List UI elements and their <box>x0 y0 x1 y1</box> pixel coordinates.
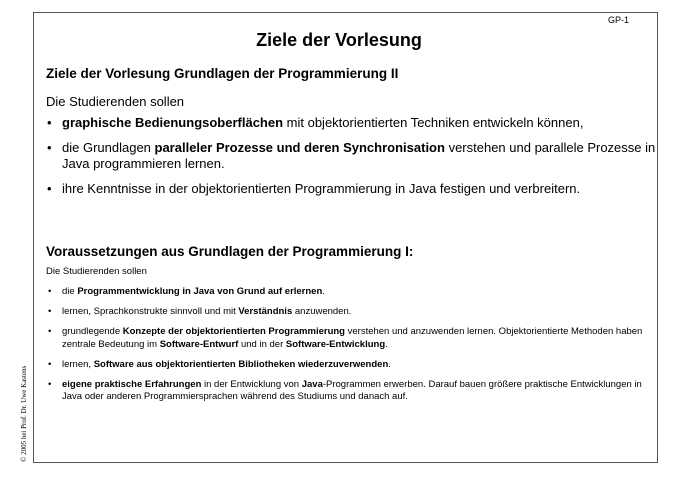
text: und in der <box>238 338 286 350</box>
bold-text: Java <box>301 378 323 390</box>
text: ihre Kenntnisse in der objektorientierten Programmierung in Java festigen und verbreitern. <box>62 181 581 196</box>
list-item <box>46 286 658 299</box>
text: . <box>388 358 391 370</box>
text: grundlegende <box>62 326 123 337</box>
text: in der Entwicklung von <box>201 378 302 390</box>
text: -Programmen erwerben. Darauf bauen größere praktische Entwicklungen in Java oder anderen Programmiersprachen während des Studiums und danach auf. <box>62 378 642 402</box>
text: . <box>385 338 388 350</box>
text: . <box>322 286 325 297</box>
bold-text: Verständnis <box>238 306 293 317</box>
list-item <box>46 326 658 351</box>
list-item <box>46 306 658 319</box>
list-item <box>46 115 656 131</box>
text: die <box>62 286 78 297</box>
text: die Grundlagen <box>62 140 155 155</box>
section-intro-goals: Die Studierenden sollen <box>46 94 185 109</box>
text: verstehen und anzuwenden lernen. Objektorientierte Methoden haben zentrale Bedeutung im <box>62 326 643 350</box>
bold-text: graphische Bedienungsoberflächen <box>62 115 284 130</box>
copyright-notice: © 2005 bei Prof. Dr. Uwe Kastens <box>20 365 28 462</box>
text: lernen, Sprachkonstrukte sinnvoll und mit <box>62 306 239 317</box>
bold-text: eigene praktische Erfahrungen <box>62 378 202 390</box>
text: mit objektorientierten Techniken entwickeln können, <box>283 115 584 130</box>
bold-text: Software-Entwurf <box>159 338 239 350</box>
prerequisites-list <box>46 286 658 411</box>
bold-text: Programmentwicklung in Java von Grund auf erlernen <box>77 286 323 297</box>
section-intro-prerequisites: Die Studierenden sollen <box>46 266 147 277</box>
list-item <box>46 359 658 372</box>
slide-title: Ziele der Vorlesung <box>256 30 422 50</box>
list-item <box>46 140 656 172</box>
section-heading-goals: Ziele der Vorlesung Grundlagen der Programmierung II <box>46 66 399 81</box>
bold-text: Software-Entwicklung <box>285 338 386 350</box>
list-item <box>46 181 656 197</box>
bold-text: Konzepte der objektorientierten Programmierung <box>122 326 345 337</box>
page-id: GP-1 <box>608 15 630 25</box>
bold-text: Software aus objektorientierten Bibliotheken wiederzuverwenden <box>93 358 389 370</box>
bold-text: paralleler Prozesse und deren Synchronisation <box>154 140 445 155</box>
goals-list <box>46 115 656 206</box>
text: lernen, <box>62 358 94 370</box>
text: anzuwenden. <box>292 306 352 317</box>
section-heading-prerequisites: Voraussetzungen aus Grundlagen der Programmierung I: <box>46 244 414 259</box>
text: verstehen und parallele Prozesse in Java programmieren lernen. <box>62 140 656 171</box>
list-item <box>46 379 658 404</box>
